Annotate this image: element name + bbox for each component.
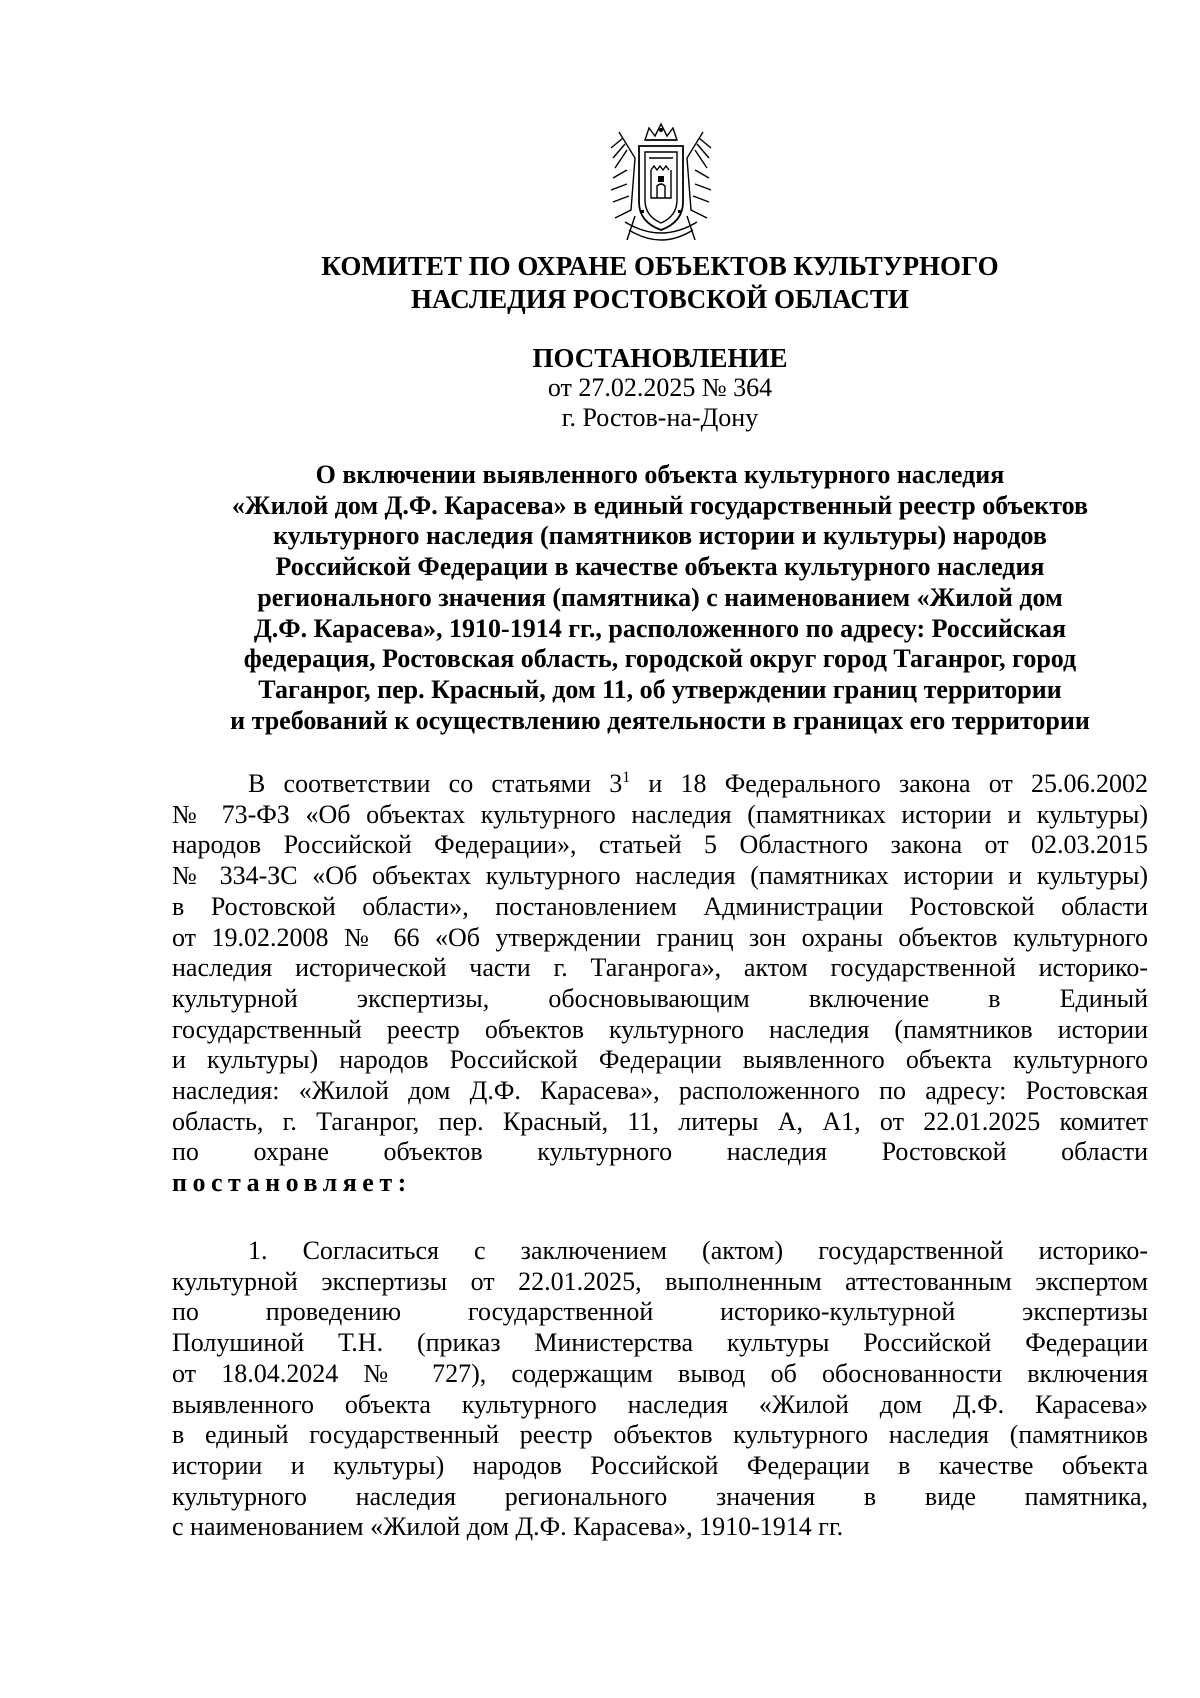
- paragraph-line: с наименованием «Жилой дом Д.Ф. Карасева», 1910-1914 гг.: [172, 1512, 844, 1542]
- paragraph-line: наследия: «Жилой дом Д.Ф. Карасева», расположенного по адресу: Ростовская: [172, 1076, 1148, 1106]
- title-line: и требований к осуществлению деятельности в границах его территории: [230, 705, 1090, 735]
- paragraph-line: от 19.02.2008 № 66 «Об утверждении границ зон охраны объектов культурного: [172, 922, 1148, 952]
- paragraph-line: 1. Согласиться с заключением (актом) государственной историко-: [248, 1236, 1148, 1265]
- title-line: Д.Ф. Карасева», 1910-1914 гг., расположенного по адресу: Российская: [253, 613, 1067, 643]
- paragraph-line: в Ростовской области», постановлением Администрации Ростовской области: [172, 891, 1148, 921]
- document-title: [150, 460, 1170, 736]
- paragraph-line: по проведению государственной историко-культурной экспертизы: [172, 1297, 1148, 1327]
- paragraph-line: В соответствии со статьями $3^1$ и 18 Федерального закона от 25.06.2002: [248, 769, 1148, 798]
- paragraph-line: истории и культуры) народов Российской Федерации в качестве объекта: [172, 1450, 1148, 1480]
- paragraph-line: культурной экспертизы, обосновывающим включение в Единый: [172, 983, 1148, 1013]
- document-place: г. Ростов-на-Дону: [561, 403, 759, 432]
- paragraph-line: культурного наследия регионального значения в виде памятника,: [172, 1481, 1148, 1511]
- document-date-number: от 27.02.2025 № 364: [547, 373, 773, 402]
- title-line: регионального значения (памятника) с наименованием «Жилой дом: [257, 582, 1063, 612]
- preamble-paragraph: [172, 769, 1148, 1199]
- superscript: 1: [622, 769, 631, 786]
- title-line: Российской Федерации в качестве объекта культурного наследия: [275, 552, 1045, 582]
- paragraph-line: наследия исторической части г. Таганрога», актом государственной историко-: [172, 953, 1148, 983]
- clause-1: [172, 1236, 1148, 1543]
- resolves-word: постановляет:: [172, 1168, 412, 1198]
- paragraph-line: и культуры) народов Российской Федерации выявленного объекта культурного: [172, 1045, 1148, 1075]
- paragraph-line: выявленного объекта культурного наследия «Жилой дом Д.Ф. Карасева»: [172, 1389, 1148, 1419]
- title-line: федерация, Ростовская область, городской округ город Таганрог, город: [243, 644, 1077, 674]
- paragraph-line: культурной экспертизы от 22.01.2025, выполненным аттестованным экспертом: [172, 1266, 1148, 1296]
- document-meta: [160, 373, 1160, 433]
- paragraph-line: в единый государственный реестр объектов культурного наследия (памятников: [172, 1420, 1148, 1450]
- paragraph-line: № 334-ЗС «Об объектах культурного наследия (памятниках истории и культуры): [172, 861, 1148, 891]
- document-type: ПОСТАНОВЛЕНИЕ: [532, 343, 788, 373]
- paragraph-line: народов Российской Федерации», статьей 5 Областного закона от 02.03.2015: [172, 830, 1148, 860]
- paragraph-line: Полушиной Т.Н. (приказ Министерства культуры Российской Федерации: [172, 1328, 1148, 1358]
- title-line: «Жилой дом Д.Ф. Карасева» в единый государственный реестр объектов: [231, 490, 1089, 520]
- title-line: О включении выявленного объекта культурного наследия: [315, 460, 1005, 489]
- authority-line-1: КОМИТЕТ ПО ОХРАНЕ ОБЪЕКТОВ КУЛЬТУРНОГО: [321, 251, 999, 281]
- paragraph-line: от 18.04.2024 № 727), содержащим вывод об обоснованности включения: [172, 1358, 1148, 1388]
- paragraph-line: № 73-ФЗ «Об объектах культурного наследия (памятниках истории и культуры): [172, 799, 1148, 829]
- authority-line-2: НАСЛЕДИЯ РОСТОВСКОЙ ОБЛАСТИ: [411, 284, 909, 314]
- rostov-oblast-coat-of-arms-icon: [601, 118, 721, 254]
- paragraph-line: область, г. Таганрог, пер. Красный, 11, литеры А, А1, от 22.01.2025 комитет: [172, 1106, 1148, 1136]
- paragraph-line: государственный реестр объектов культурного наследия (памятников истории: [172, 1014, 1148, 1044]
- title-line: культурного наследия (памятников истории и культуры) народов: [273, 521, 1047, 551]
- issuing-authority: [160, 250, 1160, 316]
- title-line: Таганрог, пер. Красный, дом 11, об утверждении границ территории: [258, 674, 1062, 704]
- paragraph-line: по охране объектов культурного наследия Ростовской области: [172, 1137, 1148, 1167]
